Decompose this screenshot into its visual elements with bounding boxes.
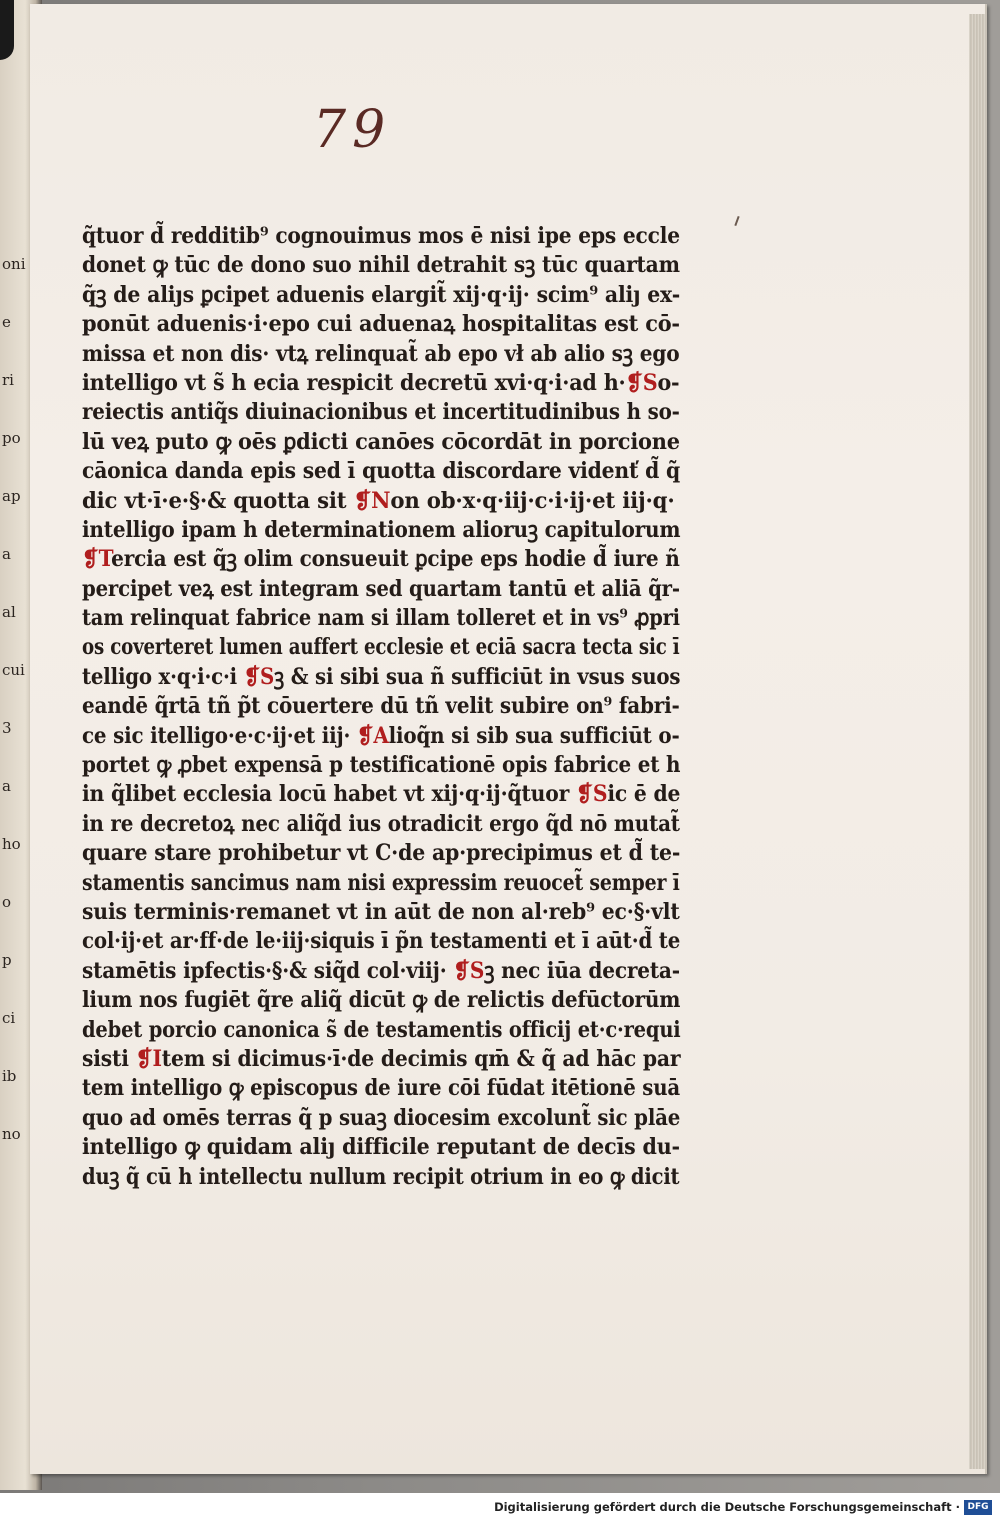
text-segment: stamentis sancimus nam nisi expressim reuocet̃ semper ī bbox=[82, 869, 680, 896]
text-segment: quo ad omēs terras q̃ p suaꝫ diocesim excolunt̃ sic plāe bbox=[82, 1104, 681, 1131]
text-line bbox=[82, 869, 680, 898]
text-segment: lū veꝝ puto ꝙ oēs ꝑdicti canōes cōcordāt in porcione bbox=[82, 428, 680, 455]
facing-page-fragment: ap bbox=[2, 487, 21, 505]
facing-page-fragment: ri bbox=[2, 371, 14, 389]
text-segment: lium nos fugiēt q̃re aliq̃ dicūt ꝙ de relictis defūctorūm bbox=[82, 987, 681, 1014]
facing-page-fragment: cui bbox=[2, 661, 25, 679]
text-line bbox=[82, 1045, 681, 1074]
text-line bbox=[82, 751, 681, 780]
text-segment: intelligo vt s̃ h ecia respicit decretū xvi·q·i·ad h· bbox=[82, 369, 626, 396]
text-line bbox=[82, 575, 680, 604]
text-segment: missa et non dis· vtꝝ relinquat̃ ab epo vł ab alio sꝫ ego bbox=[82, 340, 680, 367]
facing-page-fragment: o bbox=[2, 893, 12, 911]
text-segment: sisti bbox=[82, 1045, 136, 1072]
text-line bbox=[82, 604, 680, 633]
facing-page-fragment: a bbox=[2, 545, 11, 563]
text-segment: tem intelligo ꝙ episcopus de iure cōi fūdat itētionē suā bbox=[82, 1075, 680, 1102]
text-segment: intelligo ipam h determinationem alioruꝫ capitulorum bbox=[82, 516, 681, 543]
rubric-paragraph-mark: ❡S bbox=[625, 369, 658, 396]
facing-page-fragment: e bbox=[2, 313, 11, 331]
text-segment: os coverteret lumen auffert ecclesie et eciā sacra tecta sic ī bbox=[82, 634, 680, 661]
text-line bbox=[82, 1016, 681, 1045]
text-line bbox=[82, 663, 681, 692]
text-line bbox=[82, 340, 680, 369]
facing-page-fragment: ib bbox=[2, 1067, 17, 1085]
text-segment: reiectis antiq̃s diuinacionibus et incertitudinibus h so- bbox=[82, 399, 680, 426]
rubric-paragraph-mark: ❡S bbox=[243, 663, 275, 690]
text-segment: in re decretoꝝ nec aliq̃d ius otradicit ergo q̃d nō mutat̃ bbox=[82, 810, 680, 837]
text-segment: suis terminis·remanet vt in aūt de non al·reb⁹ ec·§·vlt bbox=[82, 898, 680, 925]
margin-mark bbox=[734, 216, 739, 226]
text-segment: ic ē de bbox=[607, 781, 681, 808]
rubric-paragraph-mark: ❡S bbox=[453, 957, 485, 984]
text-segment: intelligo ꝙ quidam aliȷ difficile reputant de decīs du- bbox=[82, 1134, 680, 1161]
text-segment: in q̃libet ecclesia locū habet vt xij·q·ij·q̃tuor bbox=[82, 781, 577, 808]
text-line bbox=[82, 898, 680, 927]
text-segment: percipet veꝝ est integram sed quartam tantū et aliā q̃r- bbox=[82, 575, 680, 602]
text-segment: ponūt aduenis·i·epo cui aduenaꝝ hospitalitas est cō- bbox=[82, 311, 680, 338]
text-line bbox=[82, 633, 680, 662]
text-segment: tam relinquat fabrice nam si illam tolleret et in vs⁹ ꝓpri bbox=[82, 605, 680, 632]
text-line bbox=[82, 1133, 680, 1162]
text-line bbox=[82, 692, 680, 721]
text-line bbox=[82, 545, 680, 574]
text-segment: portet ꝙ ꝓbet expensā p testificationē opis fabrice et h bbox=[82, 752, 681, 779]
text-line bbox=[82, 1074, 680, 1103]
text-segment: donet ꝙ tūc de dono suo nihil detrahit sꝫ tūc quartam bbox=[82, 252, 680, 279]
text-line bbox=[82, 780, 681, 809]
text-segment: duꝫ q̃ cū h intellectu nullum recipit otrium in eo ꝙ dicit bbox=[82, 1163, 680, 1190]
manuscript-page bbox=[30, 4, 987, 1474]
gutter-shadow bbox=[0, 0, 14, 60]
facing-page-fragment: oni bbox=[2, 255, 26, 273]
facing-page-fragment: ci bbox=[2, 1009, 16, 1027]
text-line bbox=[82, 487, 680, 516]
text-segment: cāonica danda epis sed ī quotta discordare videnť d̃ q̃ bbox=[82, 458, 681, 485]
text-column bbox=[82, 222, 702, 1192]
text-line bbox=[82, 310, 680, 339]
text-segment: quare stare prohibetur vt C·de ap·precipimus et d̃ te- bbox=[82, 840, 681, 867]
text-segment: q̃tuor d̃ redditib⁹ cognouimus mos ē nisi ipe eps eccle bbox=[82, 223, 680, 249]
text-segment: on ob·x·q·iij·c·i·ij·et iij·q· bbox=[390, 487, 675, 514]
text-line bbox=[82, 428, 680, 457]
text-line bbox=[82, 1163, 680, 1192]
text-segment: o- bbox=[657, 369, 680, 396]
text-segment: ercia est q̃ꝫ olim consueuit ꝑcipe eps hodie d̃ iure ñ bbox=[111, 546, 680, 573]
text-segment: lioq̃n si sib sua sufficiūt o- bbox=[388, 722, 680, 749]
rubric-paragraph-mark: ❡S bbox=[576, 781, 608, 808]
funding-credit: Digitalisierung gefördert durch die Deutsche Forschungsgemeinschaft · bbox=[494, 1500, 960, 1514]
text-segment: ꝫ & si sibi sua ñ sufficiūt in vsus suos bbox=[274, 663, 681, 690]
rubric-paragraph-mark: ❡N bbox=[353, 487, 391, 514]
text-line bbox=[82, 222, 680, 251]
text-segment: stamētis ipfectis·§·& siq̃d col·viij· bbox=[82, 957, 454, 984]
text-line bbox=[82, 986, 681, 1015]
text-line bbox=[82, 369, 680, 398]
text-segment: col·ij·et ar·ff·de le·iij·siquis ī p̃n testamenti et ī aūt·d̃ te bbox=[82, 928, 681, 955]
text-segment: ꝫ nec iūa decreta- bbox=[484, 957, 680, 984]
folio-number: 79 bbox=[313, 100, 392, 160]
facing-page-fragment: po bbox=[2, 429, 21, 447]
text-line bbox=[82, 722, 680, 751]
rubric-paragraph-mark: ❡T bbox=[82, 546, 112, 573]
rubric-paragraph-mark: ❡A bbox=[356, 722, 389, 749]
text-line bbox=[82, 957, 680, 986]
text-segment: dic vt·ī·e·§·& quotta sit bbox=[82, 487, 354, 514]
text-line bbox=[82, 516, 681, 545]
text-line bbox=[82, 281, 681, 310]
dfg-logo-icon: DFG bbox=[964, 1500, 992, 1515]
text-line bbox=[82, 839, 681, 868]
facing-page-fragment: 3 bbox=[2, 719, 12, 737]
page-stack-edge bbox=[969, 14, 985, 1469]
text-segment: tellіgo x·q·i·c·i bbox=[82, 663, 244, 690]
text-segment: eandē q̃rtā tñ p̃t cōuertere dū tñ velit subire on⁹ fabri- bbox=[82, 693, 680, 720]
facing-page-fragment: p bbox=[2, 951, 12, 969]
rubric-paragraph-mark: ❡I bbox=[135, 1045, 162, 1072]
footer-bar bbox=[0, 1493, 1000, 1523]
text-line bbox=[82, 457, 681, 486]
text-segment: tem si dicimus·ī·de decimis qm̄ & q̃ ad hāc par bbox=[161, 1045, 681, 1072]
text-line bbox=[82, 398, 680, 427]
text-line bbox=[82, 927, 681, 956]
text-line bbox=[82, 810, 680, 839]
facing-page-fragment: ho bbox=[2, 835, 21, 853]
facing-page-fragment: no bbox=[2, 1125, 21, 1143]
text-segment: ce sic itelligo·e·c·ij·et iij· bbox=[82, 722, 357, 749]
text-segment: q̃ꝫ de aliȷs ꝑcipet aduenis elargit̃ xij·q·ij· scim⁹ aliȷ ex- bbox=[82, 281, 681, 308]
facing-page-fragment: al bbox=[2, 603, 16, 621]
facing-page-fragment: a bbox=[2, 777, 11, 795]
text-line bbox=[82, 1104, 681, 1133]
text-segment: debet porcio canonica s̃ de testamentis officij et·c·requi bbox=[82, 1016, 681, 1043]
text-line bbox=[82, 251, 680, 280]
